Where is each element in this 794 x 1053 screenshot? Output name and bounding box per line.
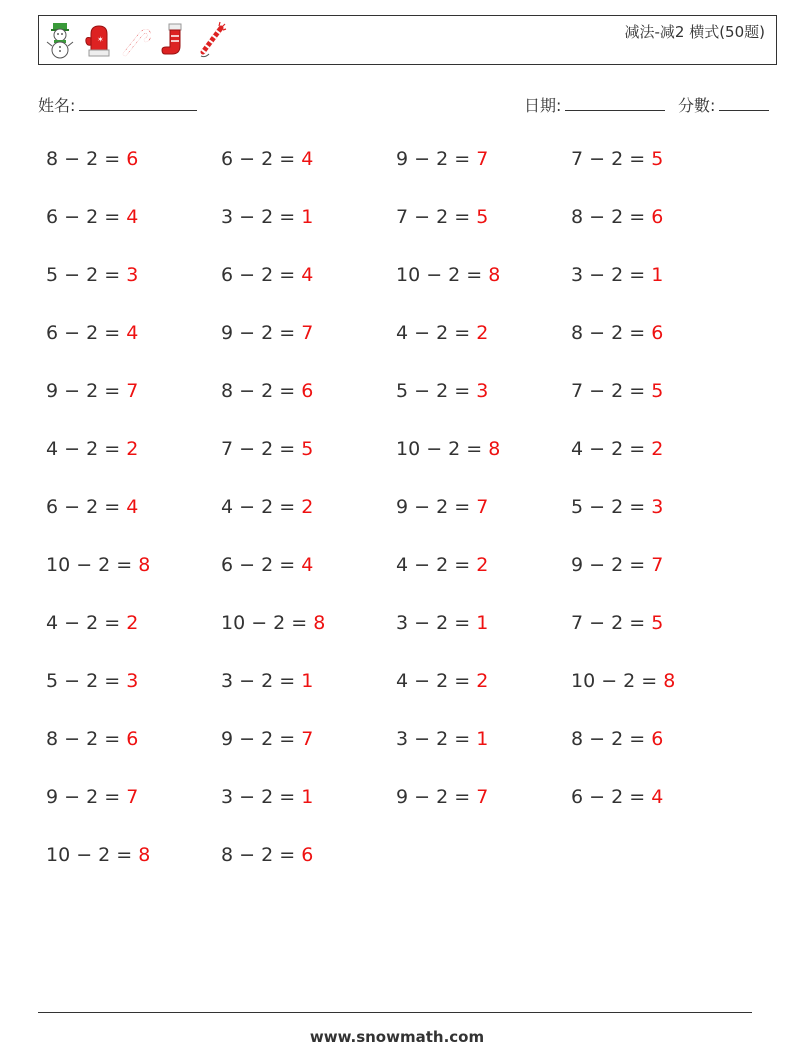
problem-expression: 10 − 2 = [396, 438, 489, 460]
name-field[interactable] [38, 93, 197, 116]
problem-answer: 8 [138, 554, 151, 576]
problem-answer: 7 [126, 380, 139, 402]
problem-item [396, 322, 488, 344]
problem-answer: 3 [126, 264, 139, 286]
problem-item [571, 786, 663, 808]
worksheet-title: 减法-减2 横式(50题) [624, 23, 765, 41]
problem-expression: 4 − 2 = [571, 438, 652, 460]
problem-item [46, 322, 138, 344]
problem-expression: 4 − 2 = [396, 670, 477, 692]
problem-item [571, 206, 663, 228]
problem-answer: 5 [651, 612, 664, 634]
problem-item [221, 728, 313, 750]
candy-cane-icon [121, 20, 151, 60]
problem-item [46, 670, 138, 692]
problem-answer: 8 [488, 438, 501, 460]
score-label: 分數: [678, 96, 716, 115]
problem-expression: 9 − 2 = [46, 786, 127, 808]
problem-item [221, 844, 313, 866]
problem-answer: 5 [476, 206, 489, 228]
problem-answer: 2 [651, 438, 664, 460]
problem-answer: 2 [476, 554, 489, 576]
problem-item [46, 380, 138, 402]
problem-answer: 4 [301, 148, 314, 170]
problem-expression: 3 − 2 = [396, 728, 477, 750]
problem-expression: 7 − 2 = [221, 438, 302, 460]
snowman-icon [45, 20, 75, 60]
problem-item [396, 728, 488, 750]
name-label: 姓名: [38, 96, 76, 115]
header-box [38, 15, 777, 65]
problem-answer: 6 [301, 380, 314, 402]
problem-answer: 8 [488, 264, 501, 286]
problem-answer: 8 [138, 844, 151, 866]
problem-expression: 6 − 2 = [46, 496, 127, 518]
problem-item [571, 148, 663, 170]
problem-answer: 7 [126, 786, 139, 808]
problem-answer: 1 [651, 264, 664, 286]
problem-answer: 6 [651, 322, 664, 344]
problem-answer: 8 [313, 612, 326, 634]
problem-expression: 5 − 2 = [46, 670, 127, 692]
problem-answer: 1 [301, 206, 314, 228]
problem-item [396, 148, 488, 170]
problem-expression: 9 − 2 = [221, 728, 302, 750]
problem-item [571, 554, 663, 576]
problem-item [221, 322, 313, 344]
problem-expression: 8 − 2 = [221, 380, 302, 402]
icon-strip [45, 20, 227, 60]
problem-answer: 2 [126, 438, 139, 460]
problem-expression: 4 − 2 = [46, 438, 127, 460]
problem-item [46, 206, 138, 228]
problem-item [221, 786, 313, 808]
problem-answer: 7 [301, 322, 314, 344]
footer-url: www.snowmath.com [309, 1028, 485, 1046]
problem-answer: 2 [126, 612, 139, 634]
problem-expression: 3 − 2 = [221, 670, 302, 692]
problem-expression: 7 − 2 = [396, 206, 477, 228]
problem-expression: 8 − 2 = [571, 728, 652, 750]
problem-item [396, 264, 500, 286]
problem-item [46, 496, 138, 518]
problem-answer: 4 [301, 264, 314, 286]
problem-expression: 4 − 2 = [396, 322, 477, 344]
problem-expression: 3 − 2 = [396, 612, 477, 634]
problem-answer: 8 [663, 670, 676, 692]
problem-answer: 5 [651, 148, 664, 170]
problem-expression: 3 − 2 = [571, 264, 652, 286]
problem-item [571, 322, 663, 344]
date-label: 日期: [524, 96, 562, 115]
problem-expression: 10 − 2 = [46, 554, 139, 576]
problem-item [571, 438, 663, 460]
problem-expression: 9 − 2 = [571, 554, 652, 576]
problem-item [571, 670, 675, 692]
problem-answer: 4 [126, 496, 139, 518]
problem-item [396, 438, 500, 460]
problem-answer: 3 [476, 380, 489, 402]
problem-item [396, 612, 488, 634]
problem-expression: 9 − 2 = [396, 496, 477, 518]
problem-item [221, 554, 313, 576]
problem-answer: 5 [301, 438, 314, 460]
problem-item [46, 612, 138, 634]
problem-answer: 6 [301, 844, 314, 866]
problem-expression: 8 − 2 = [571, 206, 652, 228]
problem-item [221, 380, 313, 402]
problem-item [571, 612, 663, 634]
stocking-icon [159, 20, 189, 60]
svg-text:✶: ✶ [97, 35, 104, 44]
problem-expression: 4 − 2 = [221, 496, 302, 518]
problem-expression: 7 − 2 = [571, 380, 652, 402]
problem-item [221, 612, 325, 634]
problem-answer: 1 [301, 670, 314, 692]
problem-expression: 9 − 2 = [396, 148, 477, 170]
score-field[interactable] [678, 93, 769, 116]
problem-expression: 7 − 2 = [571, 148, 652, 170]
problem-expression: 5 − 2 = [46, 264, 127, 286]
problem-expression: 5 − 2 = [571, 496, 652, 518]
problem-answer: 7 [476, 148, 489, 170]
firecracker-icon [197, 20, 227, 60]
problem-item [571, 264, 663, 286]
problem-expression: 9 − 2 = [221, 322, 302, 344]
problem-expression: 8 − 2 = [46, 728, 127, 750]
problem-expression: 3 − 2 = [221, 206, 302, 228]
problem-answer: 6 [651, 206, 664, 228]
problem-item [571, 496, 663, 518]
problem-answer: 6 [126, 728, 139, 750]
date-blank[interactable] [565, 96, 665, 111]
problem-item [396, 554, 488, 576]
problem-answer: 7 [301, 728, 314, 750]
problem-expression: 6 − 2 = [46, 322, 127, 344]
problem-answer: 3 [651, 496, 664, 518]
problem-expression: 4 − 2 = [46, 612, 127, 634]
problem-item [396, 206, 488, 228]
problem-expression: 5 − 2 = [396, 380, 477, 402]
problem-item [396, 380, 488, 402]
problem-expression: 10 − 2 = [221, 612, 314, 634]
problem-answer: 3 [126, 670, 139, 692]
problem-item [221, 206, 313, 228]
date-field[interactable] [524, 93, 665, 116]
problem-item [221, 264, 313, 286]
problem-item [46, 728, 138, 750]
mitten-icon [83, 20, 113, 60]
problem-expression: 4 − 2 = [396, 554, 477, 576]
problem-expression: 8 − 2 = [571, 322, 652, 344]
problem-answer: 4 [651, 786, 664, 808]
problem-item [571, 380, 663, 402]
problem-item [396, 786, 488, 808]
problem-item [571, 728, 663, 750]
problem-answer: 4 [126, 322, 139, 344]
problem-item [221, 496, 313, 518]
problem-item [46, 844, 150, 866]
problem-expression: 8 − 2 = [46, 148, 127, 170]
name-blank[interactable] [79, 96, 197, 111]
problem-expression: 10 − 2 = [46, 844, 139, 866]
problem-expression: 8 − 2 = [221, 844, 302, 866]
problem-item [221, 670, 313, 692]
problem-expression: 6 − 2 = [221, 148, 302, 170]
problem-answer: 7 [476, 496, 489, 518]
problem-expression: 3 − 2 = [221, 786, 302, 808]
problem-item [46, 786, 138, 808]
problem-item [396, 496, 488, 518]
score-blank[interactable] [719, 96, 769, 111]
problem-item [396, 670, 488, 692]
problem-answer: 2 [301, 496, 314, 518]
footer-divider [38, 1012, 752, 1013]
problem-answer: 7 [476, 786, 489, 808]
problem-answer: 4 [126, 206, 139, 228]
problem-expression: 6 − 2 = [571, 786, 652, 808]
problem-item [46, 148, 138, 170]
problem-expression: 9 − 2 = [46, 380, 127, 402]
problem-item [46, 264, 138, 286]
problem-answer: 2 [476, 322, 489, 344]
problem-expression: 10 − 2 = [396, 264, 489, 286]
problem-expression: 6 − 2 = [221, 554, 302, 576]
problem-answer: 1 [476, 728, 489, 750]
problem-item [46, 554, 150, 576]
problem-expression: 6 − 2 = [46, 206, 127, 228]
problem-answer: 4 [301, 554, 314, 576]
problem-expression: 6 − 2 = [221, 264, 302, 286]
problem-expression: 10 − 2 = [571, 670, 664, 692]
problem-answer: 1 [476, 612, 489, 634]
problem-answer: 6 [126, 148, 139, 170]
problem-answer: 2 [476, 670, 489, 692]
problem-expression: 9 − 2 = [396, 786, 477, 808]
problem-answer: 7 [651, 554, 664, 576]
problem-item [221, 438, 313, 460]
problem-expression: 7 − 2 = [571, 612, 652, 634]
problem-item [46, 438, 138, 460]
problem-answer: 1 [301, 786, 314, 808]
problem-answer: 5 [651, 380, 664, 402]
problem-item [221, 148, 313, 170]
problem-answer: 6 [651, 728, 664, 750]
